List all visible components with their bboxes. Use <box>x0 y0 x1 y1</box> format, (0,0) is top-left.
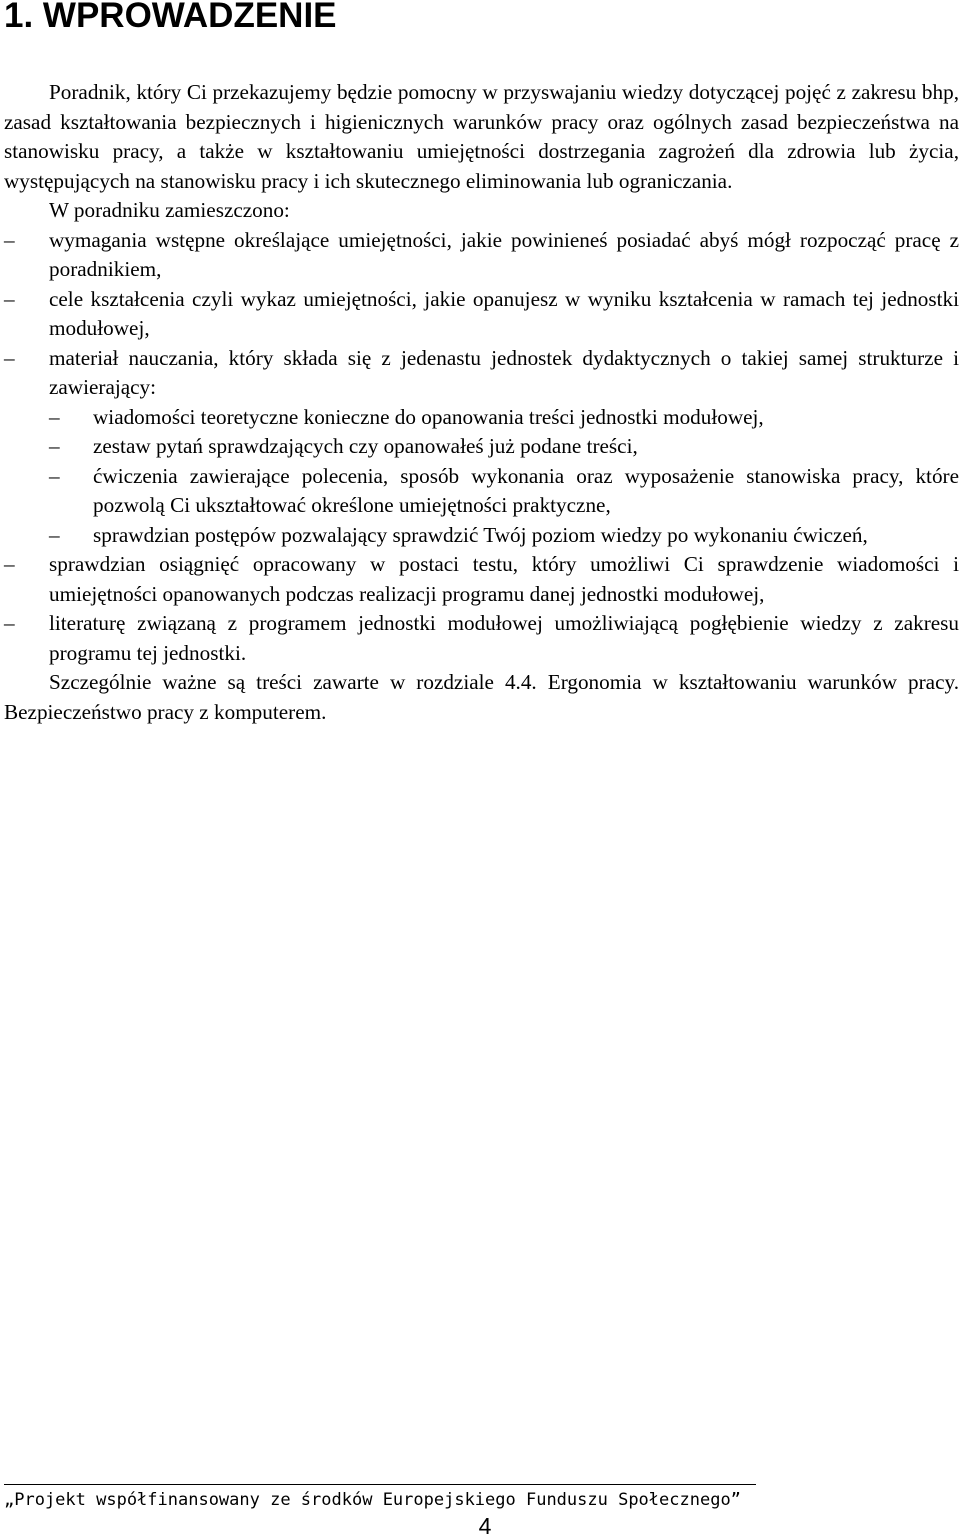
list-item-text: sprawdzian osiągnięć opracowany w postaci testu, który umożliwi Ci sprawdzenie wiadomości i umiejętności opanowanych podczas realizacji programu danej jednostki modułowej, <box>49 552 959 606</box>
nested-list-item <box>49 432 959 462</box>
dash-bullet: – <box>49 434 60 458</box>
list-item-text: literaturę związaną z programem jednostki modułowej umożliwiającą pogłębienie wiedzy z zakresu programu tej jednostki. <box>49 611 959 665</box>
dash-bullet: – <box>4 286 15 311</box>
section-heading: 1. WPROWADZENIE <box>4 0 337 35</box>
nested-item-text: sprawdzian postępów pozwalający sprawdzić Twój poziom wiedzy po wykonaniu ćwiczeń, <box>93 522 868 547</box>
nested-item-text: ćwiczenia zawierające polecenia, sposób wykonania oraz wyposażenie stanowiska pracy, które pozwolą Ci ukształtować określone umiejętności praktyczne, <box>93 463 959 517</box>
nested-list-item <box>49 403 959 433</box>
dash-bullet: – <box>4 552 15 576</box>
nested-item-text: zestaw pytań sprawdzających czy opanowałeś już podane treści, <box>93 434 638 458</box>
page-number: 4 <box>478 1513 492 1539</box>
dash-bullet: – <box>4 611 15 635</box>
list-item <box>4 285 959 344</box>
list-item <box>4 609 959 668</box>
dash-bullet: – <box>49 404 60 429</box>
intro-paragraph: Poradnik, który Ci przekazujemy będzie pomocny w przyswajaniu wiedzy dotyczącej pojęć z zakresu bhp, zasad kształtowania bezpiecznych i higienicznych warunków pracy oraz ogólnych zasad bezpieczeństwa na stanowisku pracy, a także w kształtowaniu umiejętności dostrzegania zagrożeń dla zdrowia lub życia, występujących na stanowisku pracy i ich skutecznego eliminowania lub ograniczania. <box>4 80 959 193</box>
nested-list-item <box>49 521 959 551</box>
nested-list <box>49 403 959 551</box>
list-item-text: wymagania wstępne określające umiejętności, jakie powinieneś posiadać abyś mógł rozpocząć pracę z poradnikiem, <box>49 227 959 281</box>
footer-divider <box>4 1484 756 1485</box>
footer-funding-note: „Projekt współfinansowany ze środków Europejskiego Funduszu Społecznego” <box>4 1490 741 1510</box>
list-item <box>4 550 959 609</box>
closing-paragraph: Szczególnie ważne są treści zawarte w rozdziale 4.4. Ergonomia w kształtowaniu warunków pracy. Bezpieczeństwo pracy z komputerem. <box>4 670 959 724</box>
dash-bullet: – <box>49 463 60 488</box>
dash-bullet: – <box>49 522 60 547</box>
contents-list <box>4 226 959 669</box>
list-intro: W poradniku zamieszczono: <box>49 198 290 222</box>
dash-bullet: – <box>4 345 15 370</box>
list-item <box>4 226 959 285</box>
list-item-text: materiał nauczania, który składa się z jedenastu jednostek dydaktycznych o takiej samej strukturze i zawierający: <box>49 345 959 399</box>
list-item-text: cele kształcenia czyli wykaz umiejętności, jakie opanujesz w wyniku kształcenia w ramach tej jednostki modułowej, <box>49 286 959 340</box>
nested-list-item <box>49 462 959 521</box>
nested-item-text: wiadomości teoretyczne konieczne do opanowania treści jednostki modułowej, <box>93 404 764 429</box>
dash-bullet: – <box>4 227 15 252</box>
body-text <box>4 78 959 727</box>
list-item <box>4 344 959 551</box>
